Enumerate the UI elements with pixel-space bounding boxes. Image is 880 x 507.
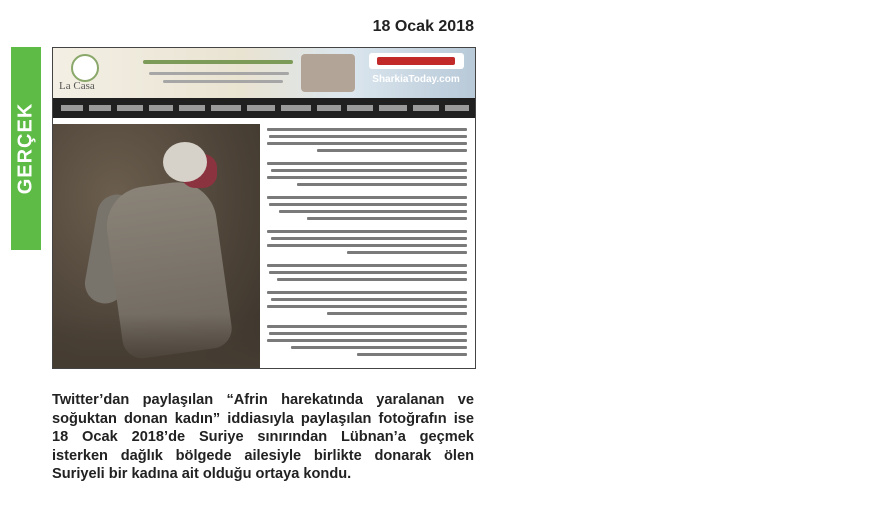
article-text-line: [307, 217, 467, 220]
nav-item: [211, 105, 241, 111]
caption-text: Twitter’dan paylaşılan “Afrin harekatında yaralanan ve soğuktan donan kadın” iddiasıyla paylaşılan fotoğrafın ise 18 Ocak 2018’de Suriye sınırından Lübnan’a geçmek isterken dağlık bölgede ailesiyle birlikte donarak ölen Suriyeli bir kadına ait olduğu ortaya kondu.: [52, 392, 474, 483]
article-text-line: [267, 244, 467, 247]
ad-text-line: [143, 60, 293, 64]
nav-item: [117, 105, 143, 111]
article-text-line: [267, 196, 467, 199]
nav-item: [247, 105, 275, 111]
site-nav-bar: [53, 98, 475, 118]
nav-item: [281, 105, 311, 111]
furniture-ad-image: [301, 54, 355, 92]
article-text-line: [271, 169, 467, 172]
photo-figure-head: [163, 142, 207, 182]
nav-item: [379, 105, 407, 111]
publication-date: 18 Ocak 2018: [372, 18, 474, 35]
nav-item: [149, 105, 173, 111]
article-text-line: [291, 346, 467, 349]
verdict-label: [11, 47, 41, 250]
article-text-line: [269, 332, 467, 335]
verdict-label-text: GERÇEK: [14, 102, 37, 195]
article-text-line: [277, 278, 467, 281]
article-screenshot: [52, 47, 476, 369]
nav-item: [61, 105, 83, 111]
article-text-line: [267, 305, 467, 308]
nav-item: [317, 105, 341, 111]
article-photo: [53, 124, 260, 368]
site-banner: [53, 48, 475, 98]
ad-text-line: [149, 72, 289, 75]
article-text-line: [267, 128, 467, 131]
article-text-line: [271, 298, 467, 301]
article-text-line: [267, 339, 467, 342]
article-text-line: [269, 203, 467, 206]
article-text-line: [347, 251, 467, 254]
article-text-line: [267, 176, 467, 179]
site-name: SharkiaToday.com: [372, 74, 460, 85]
photo-ground: [53, 314, 260, 368]
article-text-line: [267, 264, 467, 267]
article-text-line: [267, 325, 467, 328]
article-text-line: [269, 271, 467, 274]
article-text-line: [267, 230, 467, 233]
lacasa-logo-icon: [71, 54, 99, 82]
nav-item: [89, 105, 111, 111]
article-text-line: [269, 135, 467, 138]
nav-item: [445, 105, 469, 111]
article-text-line: [327, 312, 467, 315]
site-logo-arabic: [377, 57, 455, 65]
nav-item: [179, 105, 205, 111]
article-text-line: [267, 162, 467, 165]
article-text-block: [265, 126, 467, 364]
article-text-line: [357, 353, 467, 356]
article-text-line: [267, 142, 467, 145]
nav-item: [347, 105, 373, 111]
article-text-line: [279, 210, 467, 213]
article-text-line: [317, 149, 467, 152]
nav-item: [413, 105, 439, 111]
article-text-line: [267, 291, 467, 294]
lacasa-logo-text: La Casa: [59, 80, 95, 92]
article-text-line: [297, 183, 467, 186]
ad-text-line: [163, 80, 283, 83]
article-text-line: [271, 237, 467, 240]
